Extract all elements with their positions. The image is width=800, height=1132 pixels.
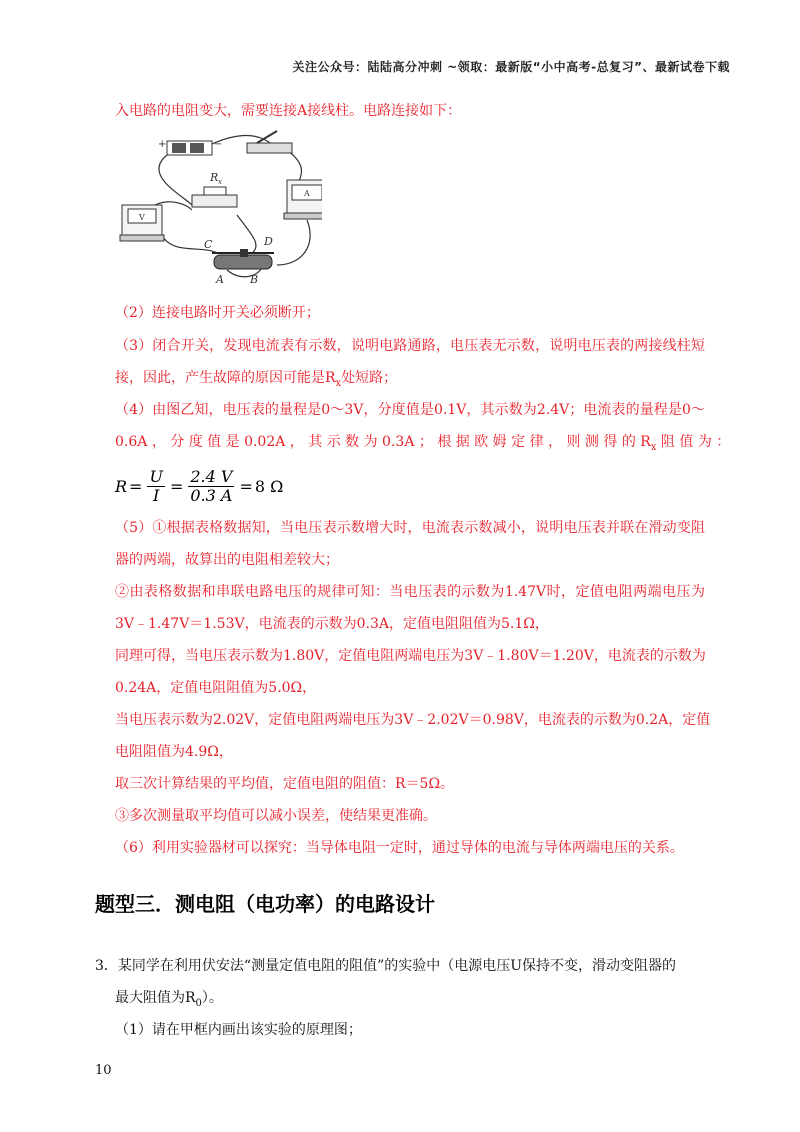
terminal-a-label: A [216, 273, 224, 285]
ammeter-label: A [304, 189, 310, 198]
page-number: 10 [95, 1063, 112, 1078]
solution-step-5-line-3: ②由表格数据和串联电路电压的规律可知：当电压表的示数为1.47V时，定值电阻两端电压为 [115, 584, 705, 600]
section-title: 题型三．测电阻（电功率）的电路设计 [95, 892, 435, 916]
battery-plus-label: + [158, 139, 167, 150]
rx-label: R [210, 171, 219, 184]
ohm-formula: R = $\frac{U}{I}$ = $\frac{2.4 V}{0.3 A}$ = 8 Ω [115, 466, 284, 505]
solution-step-4-line-1: （4）由图乙知，电压表的量程是0～3V，分度值是0.1V，其示数为2.4V；电流表的量程是0～ [115, 402, 705, 418]
solution-step-5-line-7: 当电压表示数为2.02V，定值电阻两端电压为3V﹣2.02V＝0.98V，电流表的示数为0.2A，定值 [115, 712, 711, 728]
solution-step-5-line-9: 取三次计算结果的平均值，定值电阻的阻值：R＝5Ω。 [115, 776, 455, 792]
solution-step-4-line-2: 0.6A ， 分 度 值 是 0.02A ， 其 示 数 为 0.3A ； 根 据 欧 姆 定 律 ， 则 测 得 的 $R_x$ 阻 值 为 ： [115, 434, 731, 453]
question-line-2: 最大阻值为$R_0$）。 [115, 990, 223, 1009]
solution-step-5-line-6: 0.24A，定值电阻阻值为5.0Ω， [115, 680, 317, 696]
ammeter-icon [284, 180, 322, 219]
page-header: 关注公众号：陆陆高分冲刺 ~领取：最新版“小中高考-总复习”、最新试卷下载 [292, 60, 730, 74]
resistor-rx-icon [192, 187, 237, 207]
solution-step-5-line-2: 器的两端，故算出的电阻相差较大； [115, 552, 339, 568]
solution-step-5-line-8: 电阻阻值为4.9Ω， [115, 744, 233, 760]
terminal-b-label: B [250, 273, 259, 285]
rheostat-icon [212, 249, 274, 269]
solution-step-3-line-1: （3）闭合开关，发现电流表有示数，说明电路通路，电压表无示数，说明电压表的两接线柱短 [115, 338, 705, 354]
intro-line: 入电路的电阻变大，需要连接A接线柱。电路连接如下： [115, 103, 462, 119]
battery-icon [167, 141, 212, 155]
terminal-d-label: D [264, 235, 273, 248]
question-line-3: （1）请在甲框内画出该实验的原理图； [115, 1022, 362, 1038]
solution-step-5-line-5: 同理可得，当电压表示数为1.80V，定值电阻两端电压为3V﹣1.80V＝1.20V，电流表的示数为 [115, 648, 706, 664]
solution-step-5-line-4: 3V﹣1.47V＝1.53V，电流表的示数为0.3A，定值电阻阻值为5.1Ω， [115, 616, 549, 632]
solution-step-5-line-1: （5）①根据表格数据知，当电压表示数增大时，电流表示数减小，说明电压表并联在滑动变阻 [115, 520, 705, 536]
terminal-c-label: C [204, 238, 213, 251]
solution-step-6: （6）利用实验器材可以探究：当导体电阻一定时，通过导体的电流与导体两端电压的关系。 [115, 840, 684, 856]
rx-sub-label: x [218, 178, 222, 186]
voltmeter-icon [120, 205, 164, 241]
battery-minus-label: − [214, 139, 223, 150]
circuit-diagram [112, 125, 322, 285]
voltmeter-label: V [139, 213, 145, 222]
solution-step-2: （2）连接电路时开关必须断开； [115, 305, 320, 321]
solution-step-3-line-2: 接，因此，产生故障的原因可能是$R_x$处短路； [115, 370, 398, 389]
question-line-1: 3．某同学在利用伏安法“测量定值电阻的阻值”的实验中（电源电压U保持不变，滑动变阻器的 [95, 958, 677, 974]
solution-step-5-line-10: ③多次测量取平均值可以减小误差，使结果更准确。 [115, 808, 437, 824]
